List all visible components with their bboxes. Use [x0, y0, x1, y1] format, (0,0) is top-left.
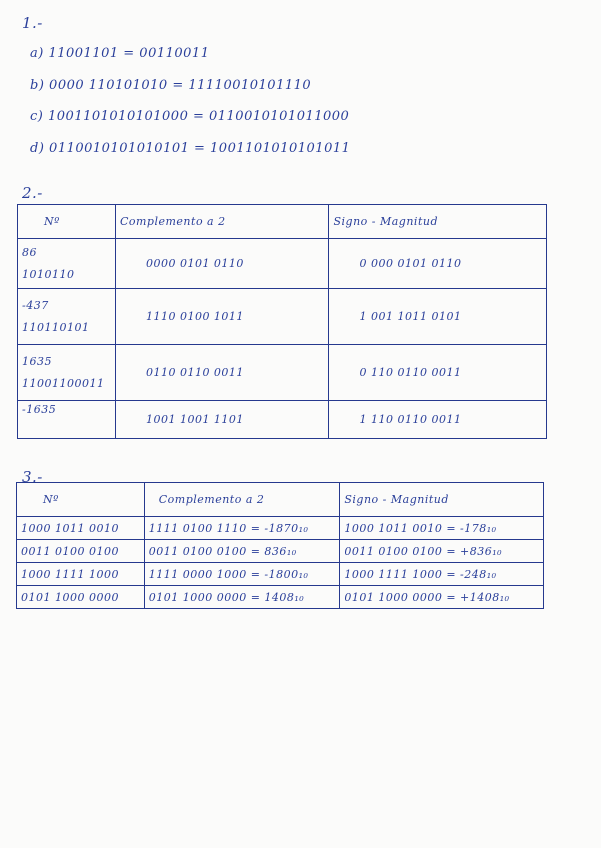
- line-label: c): [30, 109, 44, 124]
- exercise-3-title: 3.-: [22, 468, 43, 486]
- binary-value: 110110101: [22, 320, 90, 334]
- table-header-row: [17, 483, 544, 517]
- header-number: Nº: [17, 483, 145, 517]
- table-row: [18, 401, 547, 439]
- number-cell: 0011 0100 0100: [17, 540, 145, 563]
- number-cell: 0101 1000 0000: [17, 586, 145, 609]
- number-cell: [18, 401, 116, 439]
- sign-magnitude-cell: 1 001 1011 0101: [329, 289, 547, 345]
- twos-complement-cell: 1110 0100 1011: [115, 289, 329, 345]
- twos-complement-cell: 0101 1000 0000 = 1408₁₀: [144, 586, 340, 609]
- exercise-1-line-d: [30, 141, 350, 156]
- twos-complement-cell: 0000 0101 0110: [115, 239, 329, 289]
- table-row: [17, 540, 544, 563]
- line-value: 11001101 = 00110011: [48, 46, 210, 61]
- exercise-1-line-b: [30, 78, 311, 93]
- exercise-1-line-a: [30, 46, 209, 61]
- twos-complement-cell: 1111 0000 1000 = -1800₁₀: [144, 563, 340, 586]
- sign-magnitude-cell: 0 000 0101 0110: [329, 239, 547, 289]
- decimal-value: -1635: [22, 403, 57, 416]
- table-row: [17, 517, 544, 540]
- binary-value: 11001100011: [22, 376, 105, 390]
- exercise-2-table: [17, 204, 547, 439]
- sign-magnitude-cell: 0101 1000 0000 = +1408₁₀: [340, 586, 544, 609]
- header-twos-complement: Complemento a 2: [144, 483, 340, 517]
- exercise-2-title: 2.-: [22, 184, 43, 202]
- header-sign-magnitude: Signo - Magnitud: [329, 205, 547, 239]
- header-twos-complement: Complemento a 2: [115, 205, 329, 239]
- table-row: [18, 289, 547, 345]
- binary-value: 1010110: [22, 267, 75, 281]
- table-row: [17, 563, 544, 586]
- line-value: 0000 110101010 = 11110010101110: [49, 78, 312, 93]
- exercise-1-line-c: [30, 109, 349, 124]
- number-cell: [18, 345, 116, 401]
- sign-magnitude-cell: 1000 1111 1000 = -248₁₀: [340, 563, 544, 586]
- table-header-row: [18, 205, 547, 239]
- sign-magnitude-cell: 1000 1011 0010 = -178₁₀: [340, 517, 544, 540]
- twos-complement-cell: 0110 0110 0011: [115, 345, 329, 401]
- exercise-1-title: 1.-: [22, 14, 43, 32]
- twos-complement-cell: 1001 1001 1101: [115, 401, 329, 439]
- number-cell: 1000 1011 0010: [17, 517, 145, 540]
- decimal-value: 1635: [22, 354, 52, 368]
- header-number: Nº: [18, 205, 116, 239]
- table-row: [17, 586, 544, 609]
- table-row: [18, 345, 547, 401]
- line-label: b): [30, 78, 45, 93]
- exercise-3-table: [16, 482, 544, 609]
- sign-magnitude-cell: 0011 0100 0100 = +836₁₀: [340, 540, 544, 563]
- sign-magnitude-cell: 1 110 0110 0011: [329, 401, 547, 439]
- number-cell: 1000 1111 1000: [17, 563, 145, 586]
- sign-magnitude-cell: 0 110 0110 0011: [329, 345, 547, 401]
- decimal-value: -437: [22, 298, 49, 312]
- line-label: a): [30, 46, 44, 61]
- twos-complement-cell: 0011 0100 0100 = 836₁₀: [144, 540, 340, 563]
- number-cell: [18, 289, 116, 345]
- twos-complement-cell: 1111 0100 1110 = -1870₁₀: [144, 517, 340, 540]
- table-row: [18, 239, 547, 289]
- line-value: 0110010101010101 = 1001101010101011: [49, 141, 351, 156]
- line-value: 1001101010101000 = 0110010101011000: [48, 109, 350, 124]
- decimal-value: 86: [22, 245, 37, 259]
- header-sign-magnitude: Signo - Magnitud: [340, 483, 544, 517]
- number-cell: [18, 239, 116, 289]
- line-label: d): [30, 141, 45, 156]
